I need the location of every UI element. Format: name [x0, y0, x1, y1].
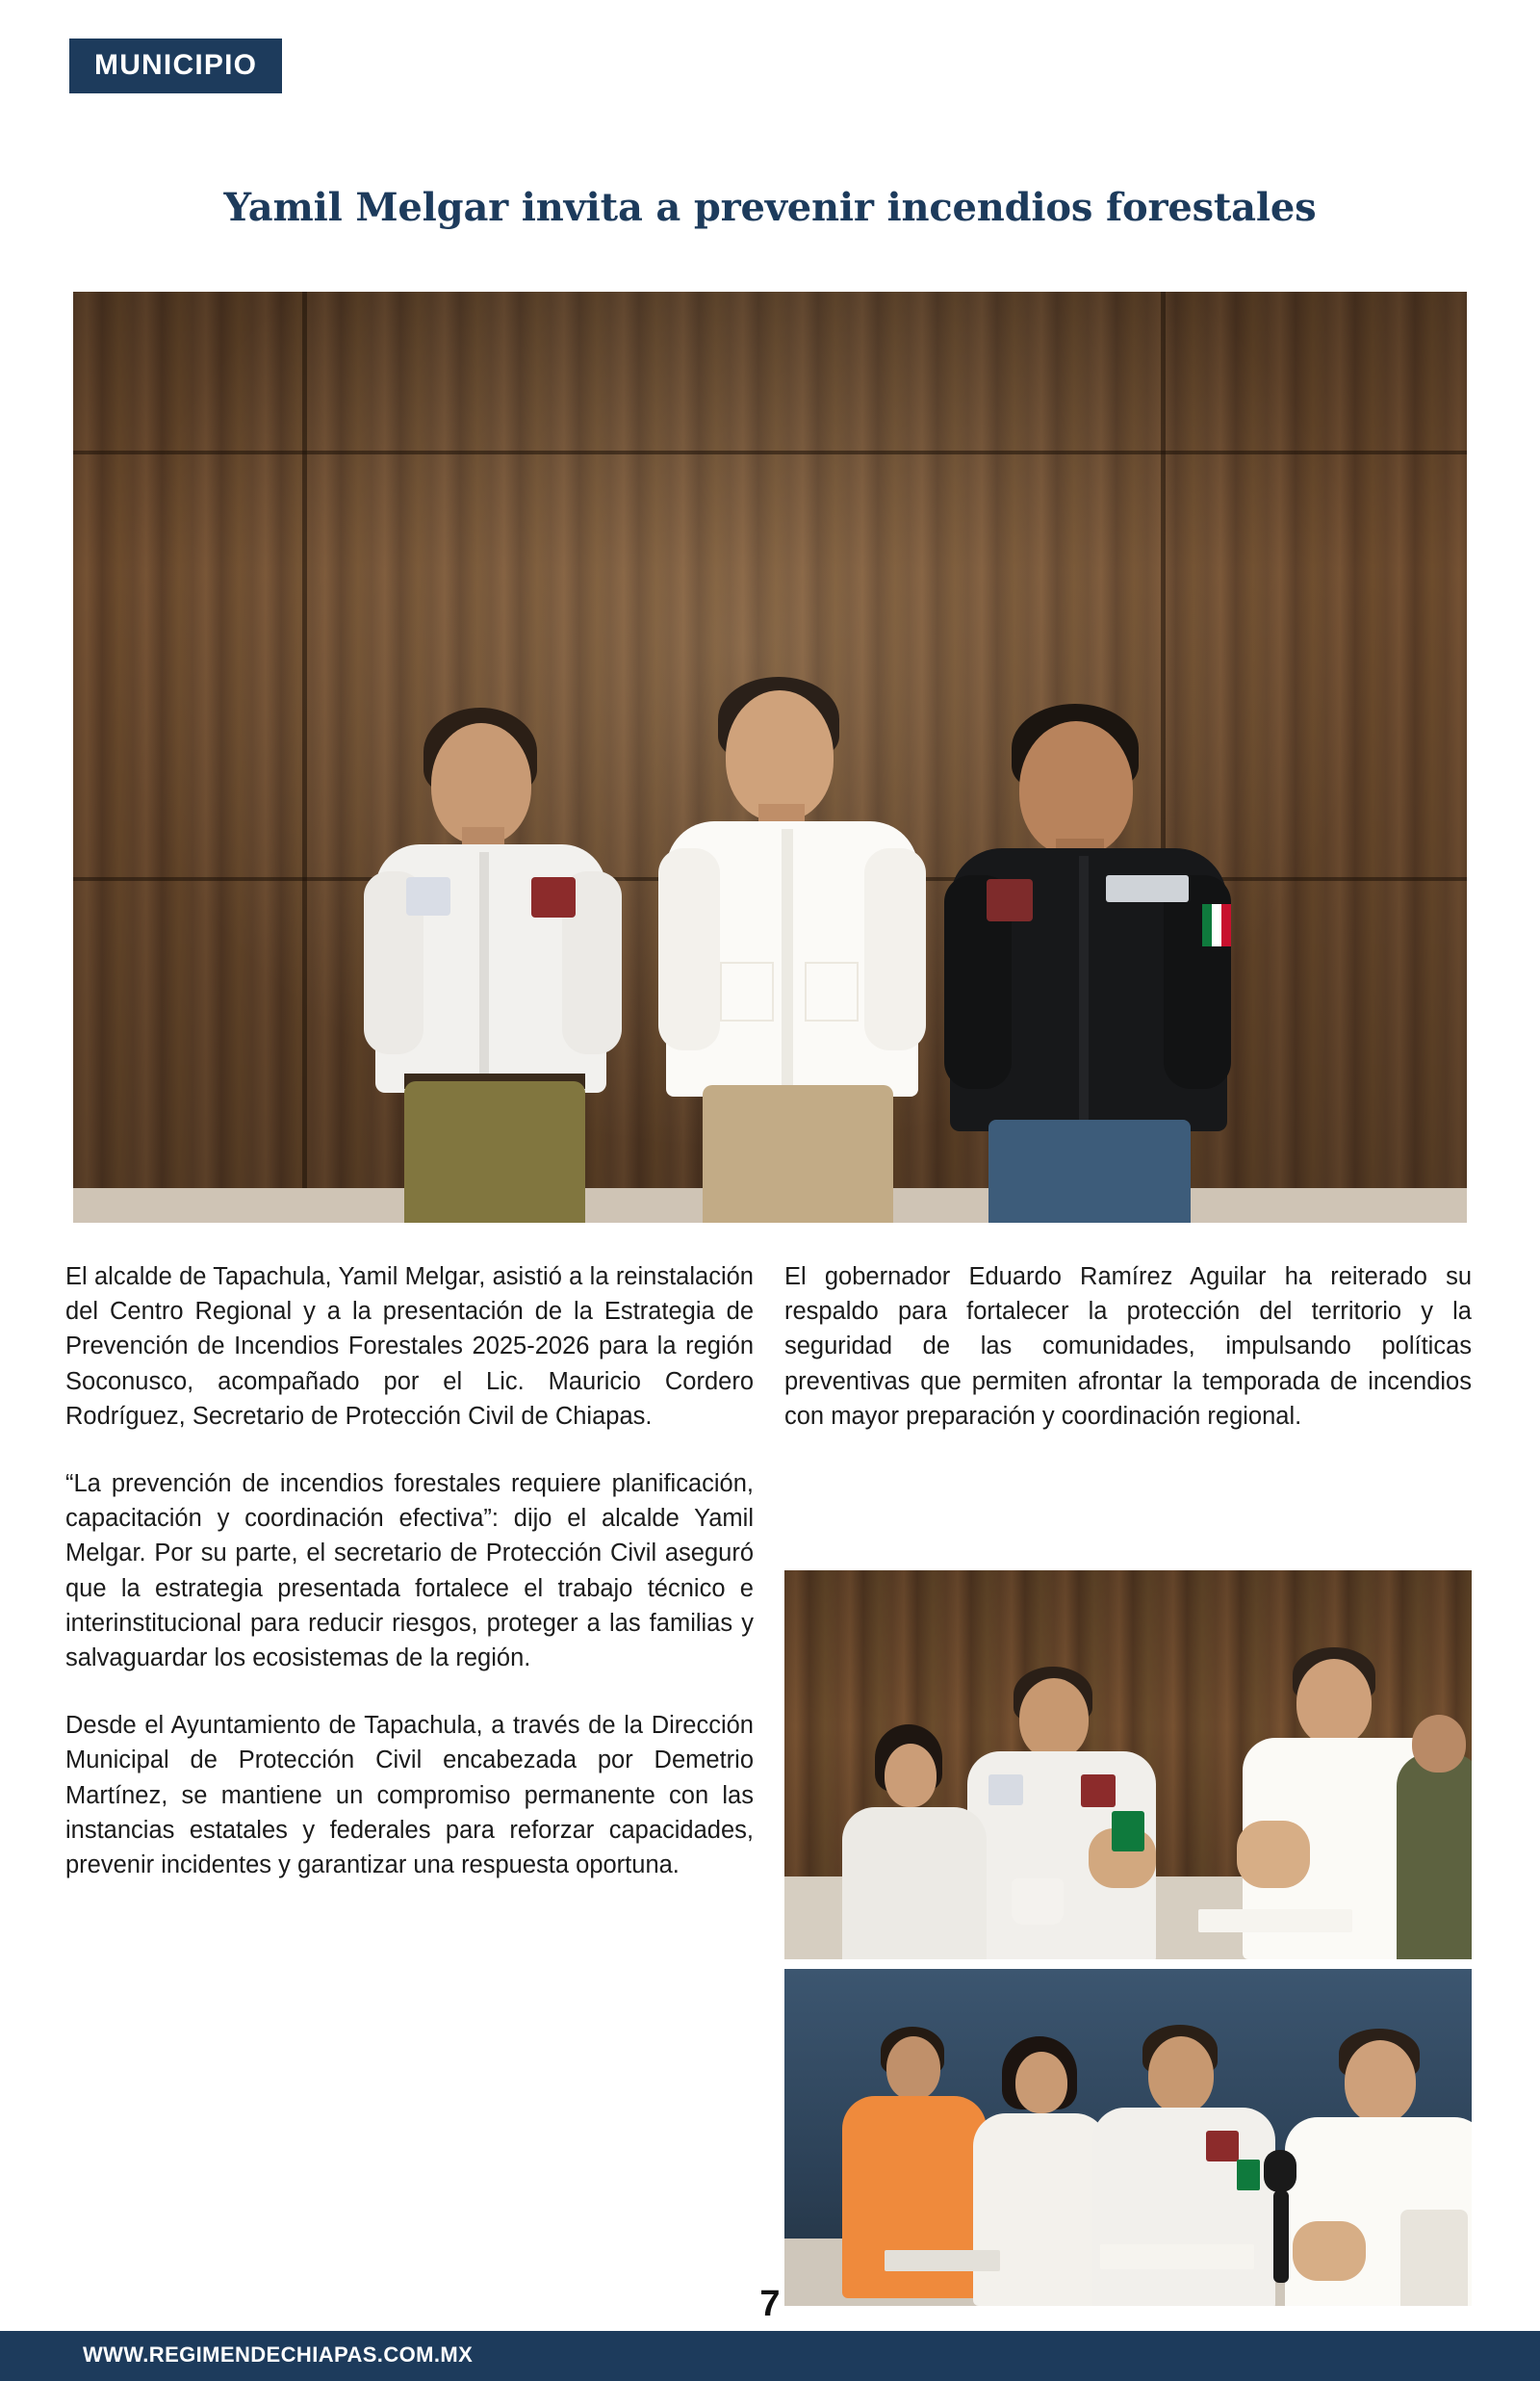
main-photo	[73, 292, 1467, 1223]
paragraph: El gobernador Eduardo Ramírez Aguilar ha reiterado su respaldo para fortalecer la protección del territorio y la seguridad de las comunidades, impulsando políticas preventivas que permiten afrontar la temporada de incendios con mayor preparación y coordinación regional.	[784, 1263, 1472, 1430]
white-blouse	[842, 1807, 987, 1959]
person-background-left	[842, 1724, 987, 1955]
khaki-trousers	[703, 1085, 893, 1223]
document-sheet	[885, 2250, 1000, 2271]
sleeve-left	[658, 848, 720, 1050]
gesturing-hand	[1237, 1821, 1310, 1888]
olive-trousers	[404, 1081, 585, 1223]
person-center	[658, 677, 976, 1223]
shoulder-patch-emblem	[531, 877, 576, 918]
person-woman-white	[973, 2036, 1108, 2258]
shoulder-patch-emblem	[1081, 1774, 1116, 1807]
military-uniform	[1397, 1753, 1472, 1959]
paragraph: El alcalde de Tapachula, Yamil Melgar, asistió a la reinstalación del Centro Regional y a la presentación de la Estrategia de Prevención de Incendios Forestales 2025-2026 para la región Soconusco, acompañado por el Lic. Mauricio Cordero Rodríguez, Secretario de Protección Civil de Chiapas.	[65, 1263, 754, 1430]
person-background-right	[1397, 1715, 1472, 1959]
paragraph: “La prevención de incendios forestales requiere planificación, capacitación y coordinación efectiva”: dijo el alcalde Yamil Melgar. Por su parte, el secretario de Protección Civil aseguró que la estrategia presentada fortalece el trabajo técnico e interinstitucional para reducir riesgos, proteger a las familias y salvaguardar los ecosistemas de la región.	[65, 1470, 754, 1672]
coffee-mug	[1012, 1878, 1064, 1925]
mexico-flag-patch-icon	[1202, 904, 1231, 946]
microphone-head-icon	[1264, 2150, 1296, 2192]
microphone-stand	[1273, 2190, 1289, 2283]
face	[1148, 2036, 1214, 2113]
section-tag: MUNICIPIO	[69, 39, 282, 93]
face	[1296, 1659, 1372, 1746]
face	[1412, 1715, 1466, 1773]
secondary-photo-panel	[784, 1969, 1472, 2306]
person-right	[944, 704, 1291, 1223]
paragraph: Desde el Ayuntamiento de Tapachula, a través de la Dirección Municipal de Protección Civil encabezada por Demetrio Martínez, se mantiene un compromiso permanente con las instancias estatales y federales para reforzar capacidades, prevenir incidentes y garantizar una respuesta oportuna.	[65, 1712, 754, 1879]
shoulder-patch-logo	[406, 877, 450, 916]
sleeve-right	[864, 848, 926, 1050]
wall-panel-seam	[302, 292, 307, 1223]
gesturing-hand	[1293, 2221, 1366, 2281]
body-column-left	[65, 1259, 754, 1915]
face	[1015, 2052, 1067, 2113]
shirt-placket	[1079, 856, 1089, 1120]
footer-website-url[interactable]: WWW.REGIMENDECHIAPAS.COM.MX	[83, 2342, 474, 2367]
mexico-flag-patch-icon	[1112, 1811, 1144, 1851]
page-title: Yamil Melgar invita a prevenir incendios forestales	[223, 184, 1317, 230]
chest-logo-tapachula	[1106, 875, 1189, 902]
page-number: 7	[759, 2284, 781, 2324]
white-uniform-shirt	[1092, 2108, 1275, 2306]
white-blouse	[973, 2113, 1108, 2306]
shoulder-patch-emblem	[987, 879, 1033, 921]
shirt-placket	[782, 829, 793, 1087]
face	[1019, 721, 1133, 856]
shirt-placket	[479, 852, 489, 1081]
person-orange-shirt	[842, 2027, 987, 2258]
shirt-pocket	[720, 962, 774, 1022]
mexico-flag-patch-icon	[1237, 2160, 1260, 2190]
jeans	[988, 1120, 1191, 1223]
person-seated-left	[967, 1667, 1179, 1955]
face	[726, 690, 834, 821]
person-left	[362, 708, 680, 1223]
document-sheet	[1198, 1909, 1352, 1932]
document-sheet	[1100, 2244, 1254, 2269]
face	[885, 1744, 937, 1807]
shirt-pocket	[805, 962, 859, 1022]
wall-panel-seam	[73, 451, 1467, 454]
person-uniform-white	[1092, 2025, 1275, 2265]
body-column-right	[784, 1259, 1472, 1466]
face	[1345, 2040, 1416, 2123]
secondary-photo-meeting	[784, 1570, 1472, 1959]
face	[1019, 1678, 1089, 1759]
shoulder-patch-emblem	[1206, 2131, 1239, 2161]
shoulder-patch-logo	[988, 1774, 1023, 1805]
face	[886, 2036, 940, 2100]
